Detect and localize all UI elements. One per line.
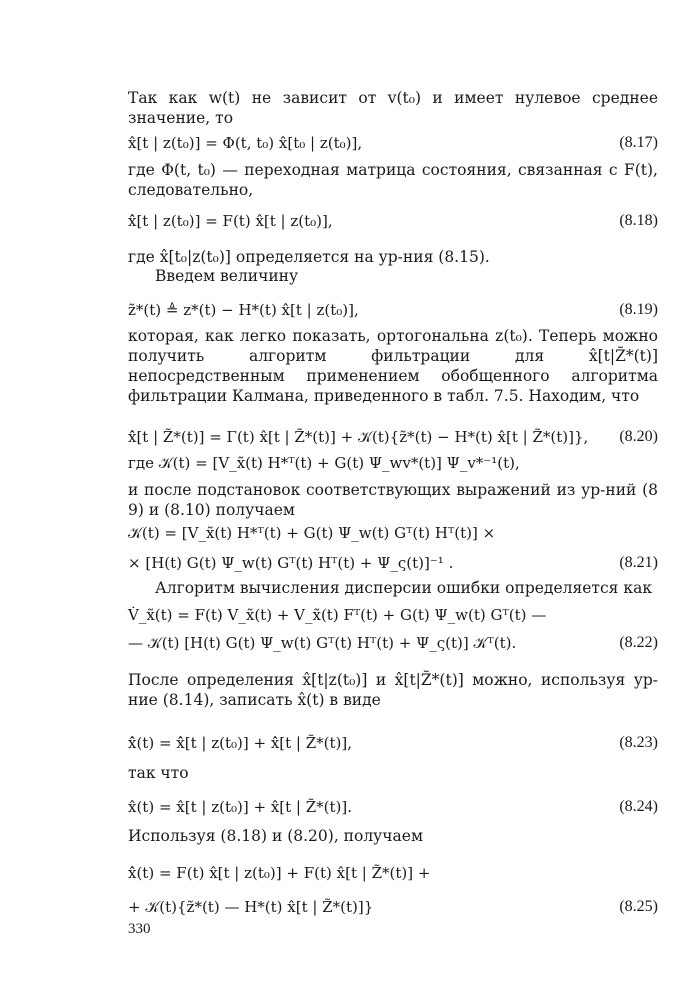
- paragraph-transition-matrix: где Φ(t, t₀) — переходная матрица состояния, связанная с F(t), следовательно,: [128, 161, 658, 199]
- equation-number: (8.21): [619, 554, 658, 571]
- equation-formula: x̂̇[t | z(t₀)] = F(t) x̂[t | z(t₀)],: [128, 212, 333, 230]
- equation-formula: V̇_x̃(t) = F(t) V_x̃(t) + V_x̃(t) Fᵀ(t) + G(t) Ψ_w(t) Gᵀ(t) —: [128, 606, 547, 624]
- equation-formula: x̂̇(t) = F(t) x̂[t | z(t₀)] + F(t) x̂[t | Z̃*(t)] +: [128, 864, 431, 882]
- equation-formula: x̂̇(t) = x̂̇[t | z(t₀)] + x̂̇[t | Z̃*(t)],: [128, 734, 353, 752]
- equation-number: (8.18): [619, 212, 658, 229]
- equation-formula: x̂[t | z(t₀)] = Φ(t, t₀) x̂[t₀ | z(t₀)],: [128, 134, 363, 152]
- equation-number: (8.19): [619, 301, 658, 318]
- equation-formula: где 𝒦(t) = [V_x̃(t) H*ᵀ(t) + G(t) Ψ_wv*(t)] Ψ_v*⁻¹(t),: [128, 454, 520, 472]
- equation-formula: z̃*(t) ≜ z*(t) − H*(t) x̂[t | z(t₀)],: [128, 301, 359, 319]
- equation-formula: × [H(t) G(t) Ψ_w(t) Gᵀ(t) Hᵀ(t) + Ψ_ς(t)]⁻¹ .: [128, 554, 454, 572]
- page-number: 330: [128, 921, 151, 937]
- equation-formula: x̂̇[t | Z̃*(t)] = Γ(t) x̂[t | Z̃*(t)] + 𝒦(t){z̃*(t) − H*(t) x̂[t | Z̃*(t)]},: [128, 428, 589, 446]
- equation-number: (8.20): [619, 428, 658, 445]
- equation-number: (8.24): [619, 798, 658, 815]
- equation-number: (8.25): [619, 898, 658, 915]
- equation-formula: + 𝒦(t){z̃*(t) — H*(t) x̂[t | Z̃*(t)]}: [128, 898, 374, 916]
- equation-number: (8.22): [619, 634, 658, 651]
- paragraph-defined-by: где x̂[t₀|z(t₀)] определяется на ур-ния (8.15).: [128, 248, 490, 266]
- equation-formula: x̂(t) = x̂[t | z(t₀)] + x̂[t | Z̃*(t)].: [128, 798, 353, 816]
- equation-formula: — 𝒦(t) [H(t) G(t) Ψ_w(t) Gᵀ(t) Hᵀ(t) + Ψ_ς(t)] 𝒦ᵀ(t).: [128, 634, 517, 652]
- paragraph-intro: Так как w(t) не зависит от v(t₀) и имеет нулевое среднее значение, то: [128, 89, 658, 127]
- equation-number: (8.23): [619, 734, 658, 751]
- paragraph-after-definition: После определения x̂[t|z(t₀)] и x̂[t|Z̃*(t)] можно, используя ур-ние (8.14), записать x̂(t) в виде: [128, 671, 658, 709]
- equation-formula: 𝒦(t) = [V_x̃(t) H*ᵀ(t) + G(t) Ψ_w(t) Gᵀ(t) Hᵀ(t)] ×: [128, 524, 496, 542]
- paragraph-introduce: Введем величину: [155, 267, 299, 285]
- paragraph-orthogonal: которая, как легко показать, ортогональна z(t₀). Теперь можно получить алгоритм фильтрации для x̂[t|Z̃*(t)] непосредственным применением обобщенного алгоритма фильтрации Калмана, приведенного в табл. 7.5. Находим, что: [128, 327, 658, 405]
- equation-number: (8.17): [619, 134, 658, 151]
- paragraph-so-that: так что: [128, 764, 189, 782]
- paragraph-using: Используя (8.18) и (8.20), получаем: [128, 827, 424, 845]
- paragraph-substitution: и после подстановок соответствующих выражений из ур-ний (8 9) и (8.10) получаем: [128, 481, 658, 519]
- paragraph-variance-algorithm: Алгоритм вычисления дисперсии ошибки определяется как: [155, 579, 653, 597]
